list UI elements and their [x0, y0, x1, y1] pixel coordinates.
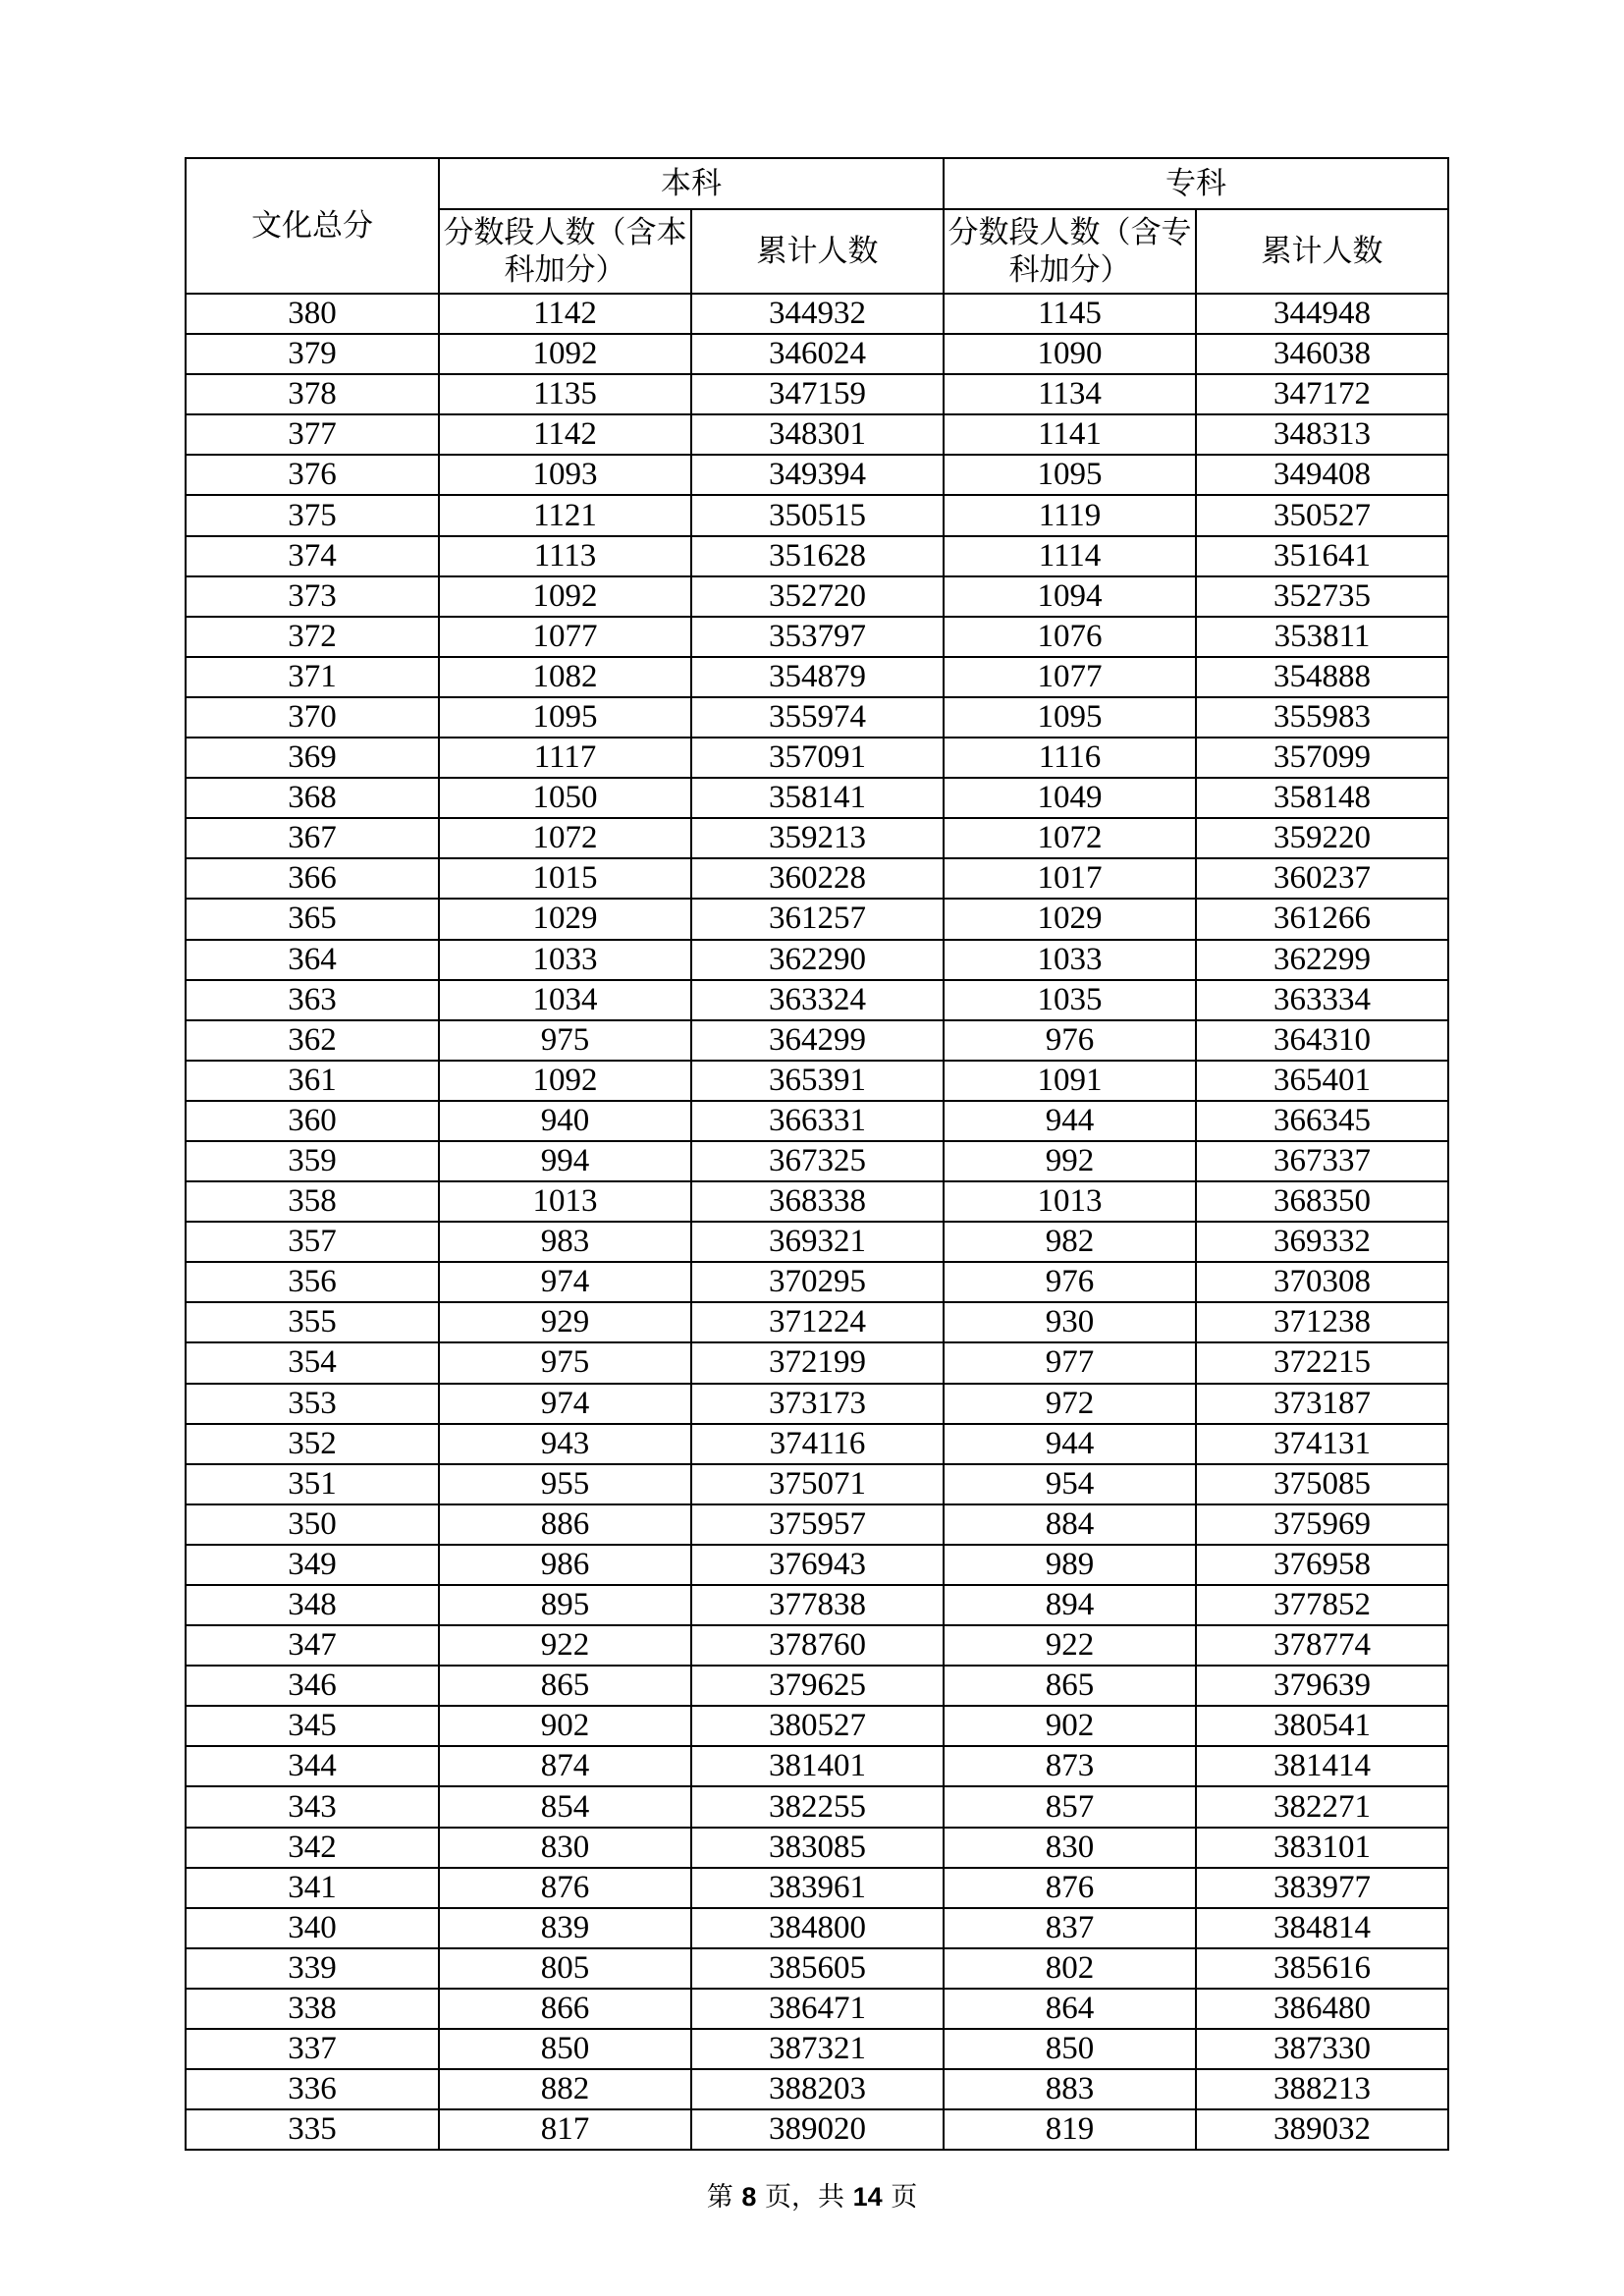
benke-segment-cell: 974	[439, 1384, 691, 1424]
zhuanke-cumulative-cell: 381414	[1196, 1746, 1448, 1786]
table-row	[186, 1302, 1448, 1342]
benke-segment-cell: 854	[439, 1786, 691, 1827]
zhuanke-cumulative-cell: 372215	[1196, 1342, 1448, 1383]
zhuanke-cumulative-cell: 385616	[1196, 1948, 1448, 1989]
header-group-zhuanke: 专科	[944, 158, 1448, 209]
benke-segment-cell: 850	[439, 2029, 691, 2069]
score-cell: 347	[186, 1625, 439, 1666]
zhuanke-cumulative-cell: 380541	[1196, 1706, 1448, 1746]
benke-cumulative-cell: 366331	[691, 1101, 944, 1141]
benke-segment-cell: 1050	[439, 778, 691, 818]
table-row	[186, 1020, 1448, 1061]
benke-segment-cell: 940	[439, 1101, 691, 1141]
zhuanke-cumulative-cell: 373187	[1196, 1384, 1448, 1424]
score-cell: 342	[186, 1828, 439, 1868]
table-row	[186, 1464, 1448, 1504]
zhuanke-cumulative-cell: 387330	[1196, 2029, 1448, 2069]
benke-cumulative-cell: 387321	[691, 2029, 944, 2069]
zhuanke-segment-cell: 837	[944, 1908, 1196, 1948]
table-row	[186, 1706, 1448, 1746]
zhuanke-cumulative-cell: 365401	[1196, 1061, 1448, 1101]
score-cell: 376	[186, 455, 439, 495]
benke-segment-cell: 902	[439, 1706, 691, 1746]
benke-cumulative-cell: 380527	[691, 1706, 944, 1746]
benke-segment-cell: 1092	[439, 576, 691, 617]
score-cell: 360	[186, 1101, 439, 1141]
zhuanke-segment-cell: 819	[944, 2109, 1196, 2150]
zhuanke-segment-cell: 1145	[944, 294, 1196, 334]
benke-segment-cell: 830	[439, 1828, 691, 1868]
table-row	[186, 495, 1448, 535]
benke-cumulative-cell: 352720	[691, 576, 944, 617]
benke-segment-cell: 975	[439, 1020, 691, 1061]
benke-cumulative-cell: 358141	[691, 778, 944, 818]
score-cell: 341	[186, 1868, 439, 1908]
benke-segment-cell: 1135	[439, 374, 691, 414]
benke-segment-cell: 1034	[439, 980, 691, 1020]
benke-cumulative-cell: 379625	[691, 1666, 944, 1706]
score-cell: 355	[186, 1302, 439, 1342]
table-row	[186, 1384, 1448, 1424]
header-zhuanke-segment-count: 分数段人数（含专科加分）	[944, 209, 1196, 294]
zhuanke-cumulative-cell: 344948	[1196, 294, 1448, 334]
benke-segment-cell: 983	[439, 1222, 691, 1262]
benke-cumulative-cell: 383961	[691, 1868, 944, 1908]
zhuanke-segment-cell: 930	[944, 1302, 1196, 1342]
score-cell: 369	[186, 738, 439, 778]
benke-cumulative-cell: 376943	[691, 1545, 944, 1585]
zhuanke-segment-cell: 989	[944, 1545, 1196, 1585]
zhuanke-segment-cell: 857	[944, 1786, 1196, 1827]
zhuanke-segment-cell: 1035	[944, 980, 1196, 1020]
zhuanke-cumulative-cell: 358148	[1196, 778, 1448, 818]
table-row	[186, 778, 1448, 818]
zhuanke-segment-cell: 1072	[944, 818, 1196, 858]
zhuanke-segment-cell: 873	[944, 1746, 1196, 1786]
benke-cumulative-cell: 348301	[691, 414, 944, 455]
benke-cumulative-cell: 351628	[691, 536, 944, 576]
score-cell: 367	[186, 818, 439, 858]
zhuanke-segment-cell: 1013	[944, 1181, 1196, 1222]
score-cell: 348	[186, 1585, 439, 1625]
header-benke-segment-count: 分数段人数（含本科加分）	[439, 209, 691, 294]
zhuanke-cumulative-cell: 359220	[1196, 818, 1448, 858]
score-cell: 370	[186, 697, 439, 738]
benke-cumulative-cell: 375071	[691, 1464, 944, 1504]
benke-segment-cell: 886	[439, 1504, 691, 1545]
score-cell: 335	[186, 2109, 439, 2150]
table-row	[186, 1342, 1448, 1383]
score-cell: 362	[186, 1020, 439, 1061]
zhuanke-cumulative-cell: 347172	[1196, 374, 1448, 414]
table-row	[186, 697, 1448, 738]
zhuanke-segment-cell: 1076	[944, 617, 1196, 657]
benke-segment-cell: 1092	[439, 1061, 691, 1101]
benke-cumulative-cell: 389020	[691, 2109, 944, 2150]
benke-segment-cell: 1117	[439, 738, 691, 778]
table-row	[186, 1585, 1448, 1625]
zhuanke-segment-cell: 1114	[944, 536, 1196, 576]
zhuanke-segment-cell: 883	[944, 2069, 1196, 2109]
zhuanke-segment-cell: 1017	[944, 858, 1196, 899]
footer-middle: 页，共	[756, 2182, 853, 2213]
benke-segment-cell: 882	[439, 2069, 691, 2109]
benke-segment-cell: 1113	[439, 536, 691, 576]
zhuanke-cumulative-cell: 354888	[1196, 657, 1448, 697]
benke-segment-cell: 1033	[439, 940, 691, 980]
benke-cumulative-cell: 369321	[691, 1222, 944, 1262]
zhuanke-cumulative-cell: 360237	[1196, 858, 1448, 899]
benke-cumulative-cell: 367325	[691, 1141, 944, 1181]
zhuanke-segment-cell: 902	[944, 1706, 1196, 1746]
zhuanke-segment-cell: 1049	[944, 778, 1196, 818]
benke-segment-cell: 986	[439, 1545, 691, 1585]
table-row	[186, 1181, 1448, 1222]
zhuanke-segment-cell: 977	[944, 1342, 1196, 1383]
benke-cumulative-cell: 365391	[691, 1061, 944, 1101]
table-row	[186, 2029, 1448, 2069]
benke-cumulative-cell: 388203	[691, 2069, 944, 2109]
benke-cumulative-cell: 378760	[691, 1625, 944, 1666]
benke-cumulative-cell: 344932	[691, 294, 944, 334]
table-row	[186, 576, 1448, 617]
table-row	[186, 940, 1448, 980]
benke-segment-cell: 839	[439, 1908, 691, 1948]
table-row	[186, 738, 1448, 778]
table-row	[186, 818, 1448, 858]
zhuanke-cumulative-cell: 369332	[1196, 1222, 1448, 1262]
benke-cumulative-cell: 359213	[691, 818, 944, 858]
zhuanke-cumulative-cell: 349408	[1196, 455, 1448, 495]
table-row	[186, 414, 1448, 455]
zhuanke-segment-cell: 864	[944, 1989, 1196, 2029]
score-cell: 350	[186, 1504, 439, 1545]
table-row	[186, 1101, 1448, 1141]
benke-segment-cell: 1121	[439, 495, 691, 535]
zhuanke-segment-cell: 922	[944, 1625, 1196, 1666]
benke-cumulative-cell: 360228	[691, 858, 944, 899]
zhuanke-segment-cell: 876	[944, 1868, 1196, 1908]
benke-cumulative-cell: 384800	[691, 1908, 944, 1948]
benke-cumulative-cell: 355974	[691, 697, 944, 738]
benke-segment-cell: 1013	[439, 1181, 691, 1222]
benke-cumulative-cell: 382255	[691, 1786, 944, 1827]
score-cell: 380	[186, 294, 439, 334]
benke-segment-cell: 1092	[439, 334, 691, 374]
zhuanke-cumulative-cell: 366345	[1196, 1101, 1448, 1141]
zhuanke-segment-cell: 802	[944, 1948, 1196, 1989]
zhuanke-cumulative-cell: 375085	[1196, 1464, 1448, 1504]
benke-segment-cell: 1142	[439, 414, 691, 455]
benke-cumulative-cell: 377838	[691, 1585, 944, 1625]
benke-cumulative-cell: 372199	[691, 1342, 944, 1383]
table-row	[186, 657, 1448, 697]
zhuanke-cumulative-cell: 353811	[1196, 617, 1448, 657]
zhuanke-segment-cell: 982	[944, 1222, 1196, 1262]
benke-cumulative-cell: 347159	[691, 374, 944, 414]
benke-segment-cell: 975	[439, 1342, 691, 1383]
table-row	[186, 294, 1448, 334]
table-row	[186, 455, 1448, 495]
zhuanke-cumulative-cell: 386480	[1196, 1989, 1448, 2029]
zhuanke-cumulative-cell: 378774	[1196, 1625, 1448, 1666]
zhuanke-segment-cell: 972	[944, 1384, 1196, 1424]
table-row	[186, 1908, 1448, 1948]
benke-cumulative-cell: 349394	[691, 455, 944, 495]
benke-cumulative-cell: 374116	[691, 1424, 944, 1464]
zhuanke-cumulative-cell: 357099	[1196, 738, 1448, 778]
zhuanke-cumulative-cell: 350527	[1196, 495, 1448, 535]
zhuanke-segment-cell: 976	[944, 1262, 1196, 1302]
table-row	[186, 2109, 1448, 2150]
score-cell: 354	[186, 1342, 439, 1383]
score-cell: 346	[186, 1666, 439, 1706]
benke-segment-cell: 805	[439, 1948, 691, 1989]
benke-segment-cell: 1095	[439, 697, 691, 738]
zhuanke-cumulative-cell: 371238	[1196, 1302, 1448, 1342]
table-header	[186, 158, 1448, 294]
zhuanke-cumulative-cell: 375969	[1196, 1504, 1448, 1545]
table-row	[186, 2069, 1448, 2109]
table-body	[186, 294, 1448, 2150]
header-total-score: 文化总分	[186, 158, 439, 294]
zhuanke-segment-cell: 1134	[944, 374, 1196, 414]
benke-cumulative-cell: 357091	[691, 738, 944, 778]
zhuanke-segment-cell: 865	[944, 1666, 1196, 1706]
footer-suffix: 页	[882, 2182, 918, 2213]
table-row	[186, 536, 1448, 576]
zhuanke-cumulative-cell: 367337	[1196, 1141, 1448, 1181]
table-row	[186, 1424, 1448, 1464]
zhuanke-cumulative-cell: 355983	[1196, 697, 1448, 738]
footer-page-number: 8	[741, 2182, 757, 2212]
zhuanke-segment-cell: 830	[944, 1828, 1196, 1868]
score-cell: 377	[186, 414, 439, 455]
score-distribution-table	[185, 157, 1449, 2151]
zhuanke-segment-cell: 1095	[944, 455, 1196, 495]
benke-segment-cell: 817	[439, 2109, 691, 2150]
table-row	[186, 1666, 1448, 1706]
score-cell: 349	[186, 1545, 439, 1585]
benke-cumulative-cell: 383085	[691, 1828, 944, 1868]
benke-cumulative-cell: 373173	[691, 1384, 944, 1424]
score-cell: 345	[186, 1706, 439, 1746]
benke-cumulative-cell: 346024	[691, 334, 944, 374]
zhuanke-segment-cell: 1116	[944, 738, 1196, 778]
zhuanke-cumulative-cell: 374131	[1196, 1424, 1448, 1464]
zhuanke-cumulative-cell: 377852	[1196, 1585, 1448, 1625]
benke-segment-cell: 943	[439, 1424, 691, 1464]
score-cell: 344	[186, 1746, 439, 1786]
score-cell: 372	[186, 617, 439, 657]
table-row	[186, 1141, 1448, 1181]
score-cell: 359	[186, 1141, 439, 1181]
score-cell: 336	[186, 2069, 439, 2109]
benke-cumulative-cell: 363324	[691, 980, 944, 1020]
zhuanke-cumulative-cell: 346038	[1196, 334, 1448, 374]
zhuanke-cumulative-cell: 352735	[1196, 576, 1448, 617]
score-cell: 338	[186, 1989, 439, 2029]
score-cell: 339	[186, 1948, 439, 1989]
zhuanke-segment-cell: 1090	[944, 334, 1196, 374]
zhuanke-cumulative-cell: 379639	[1196, 1666, 1448, 1706]
zhuanke-cumulative-cell: 383101	[1196, 1828, 1448, 1868]
table-row	[186, 1786, 1448, 1827]
score-cell: 340	[186, 1908, 439, 1948]
header-group-benke: 本科	[439, 158, 944, 209]
footer-total-pages: 14	[852, 2182, 883, 2212]
benke-segment-cell: 1015	[439, 858, 691, 899]
benke-segment-cell: 974	[439, 1262, 691, 1302]
benke-cumulative-cell: 350515	[691, 495, 944, 535]
zhuanke-segment-cell: 1033	[944, 940, 1196, 980]
table-row	[186, 1948, 1448, 1989]
benke-cumulative-cell: 353797	[691, 617, 944, 657]
benke-segment-cell: 895	[439, 1585, 691, 1625]
table-row	[186, 334, 1448, 374]
score-cell: 368	[186, 778, 439, 818]
zhuanke-segment-cell: 1029	[944, 899, 1196, 939]
zhuanke-segment-cell: 1091	[944, 1061, 1196, 1101]
zhuanke-cumulative-cell: 370308	[1196, 1262, 1448, 1302]
table-row	[186, 1746, 1448, 1786]
benke-cumulative-cell: 386471	[691, 1989, 944, 2029]
zhuanke-segment-cell: 1095	[944, 697, 1196, 738]
score-cell: 365	[186, 899, 439, 939]
benke-cumulative-cell: 385605	[691, 1948, 944, 1989]
table-row	[186, 899, 1448, 939]
header-benke-cumulative-count: 累计人数	[691, 209, 944, 294]
benke-segment-cell: 865	[439, 1666, 691, 1706]
table-row	[186, 1625, 1448, 1666]
zhuanke-segment-cell: 944	[944, 1101, 1196, 1141]
zhuanke-segment-cell: 1094	[944, 576, 1196, 617]
zhuanke-segment-cell: 1119	[944, 495, 1196, 535]
score-cell: 337	[186, 2029, 439, 2069]
zhuanke-cumulative-cell: 368350	[1196, 1181, 1448, 1222]
table-row	[186, 980, 1448, 1020]
zhuanke-segment-cell: 884	[944, 1504, 1196, 1545]
zhuanke-cumulative-cell: 376958	[1196, 1545, 1448, 1585]
score-cell: 357	[186, 1222, 439, 1262]
zhuanke-cumulative-cell: 389032	[1196, 2109, 1448, 2150]
score-cell: 351	[186, 1464, 439, 1504]
zhuanke-cumulative-cell: 362299	[1196, 940, 1448, 980]
score-cell: 352	[186, 1424, 439, 1464]
benke-segment-cell: 874	[439, 1746, 691, 1786]
table-row	[186, 1989, 1448, 2029]
zhuanke-cumulative-cell: 351641	[1196, 536, 1448, 576]
zhuanke-segment-cell: 954	[944, 1464, 1196, 1504]
zhuanke-cumulative-cell: 364310	[1196, 1020, 1448, 1061]
benke-segment-cell: 922	[439, 1625, 691, 1666]
table-row	[186, 1262, 1448, 1302]
zhuanke-segment-cell: 1141	[944, 414, 1196, 455]
footer-prefix: 第	[706, 2182, 742, 2213]
benke-segment-cell: 1029	[439, 899, 691, 939]
score-cell: 364	[186, 940, 439, 980]
benke-cumulative-cell: 361257	[691, 899, 944, 939]
benke-segment-cell: 866	[439, 1989, 691, 2029]
table-row	[186, 374, 1448, 414]
zhuanke-cumulative-cell: 384814	[1196, 1908, 1448, 1948]
score-cell: 356	[186, 1262, 439, 1302]
benke-segment-cell: 994	[439, 1141, 691, 1181]
zhuanke-cumulative-cell: 348313	[1196, 414, 1448, 455]
benke-cumulative-cell: 362290	[691, 940, 944, 980]
zhuanke-segment-cell: 1077	[944, 657, 1196, 697]
score-cell: 353	[186, 1384, 439, 1424]
table-row	[186, 1828, 1448, 1868]
score-cell: 379	[186, 334, 439, 374]
zhuanke-segment-cell: 850	[944, 2029, 1196, 2069]
score-cell: 373	[186, 576, 439, 617]
benke-cumulative-cell: 354879	[691, 657, 944, 697]
zhuanke-cumulative-cell: 363334	[1196, 980, 1448, 1020]
benke-segment-cell: 1077	[439, 617, 691, 657]
benke-cumulative-cell: 381401	[691, 1746, 944, 1786]
score-cell: 343	[186, 1786, 439, 1827]
table-row	[186, 1222, 1448, 1262]
zhuanke-cumulative-cell: 382271	[1196, 1786, 1448, 1827]
benke-segment-cell: 955	[439, 1464, 691, 1504]
benke-segment-cell: 1072	[439, 818, 691, 858]
benke-segment-cell: 876	[439, 1868, 691, 1908]
score-cell: 361	[186, 1061, 439, 1101]
page-footer	[0, 2180, 1624, 2214]
zhuanke-segment-cell: 944	[944, 1424, 1196, 1464]
benke-segment-cell: 929	[439, 1302, 691, 1342]
score-cell: 363	[186, 980, 439, 1020]
score-cell: 366	[186, 858, 439, 899]
table-row	[186, 1868, 1448, 1908]
header-zhuanke-cumulative-count: 累计人数	[1196, 209, 1448, 294]
table-row	[186, 1545, 1448, 1585]
benke-cumulative-cell: 370295	[691, 1262, 944, 1302]
benke-cumulative-cell: 371224	[691, 1302, 944, 1342]
zhuanke-cumulative-cell: 388213	[1196, 2069, 1448, 2109]
benke-segment-cell: 1082	[439, 657, 691, 697]
benke-cumulative-cell: 364299	[691, 1020, 944, 1061]
benke-cumulative-cell: 368338	[691, 1181, 944, 1222]
table-row	[186, 617, 1448, 657]
benke-segment-cell: 1142	[439, 294, 691, 334]
zhuanke-cumulative-cell: 361266	[1196, 899, 1448, 939]
zhuanke-cumulative-cell: 383977	[1196, 1868, 1448, 1908]
table-row	[186, 1504, 1448, 1545]
zhuanke-segment-cell: 976	[944, 1020, 1196, 1061]
benke-cumulative-cell: 375957	[691, 1504, 944, 1545]
table-row	[186, 1061, 1448, 1101]
score-cell: 378	[186, 374, 439, 414]
benke-segment-cell: 1093	[439, 455, 691, 495]
table-row	[186, 858, 1448, 899]
score-cell: 371	[186, 657, 439, 697]
score-cell: 375	[186, 495, 439, 535]
score-cell: 358	[186, 1181, 439, 1222]
zhuanke-segment-cell: 894	[944, 1585, 1196, 1625]
score-cell: 374	[186, 536, 439, 576]
zhuanke-segment-cell: 992	[944, 1141, 1196, 1181]
